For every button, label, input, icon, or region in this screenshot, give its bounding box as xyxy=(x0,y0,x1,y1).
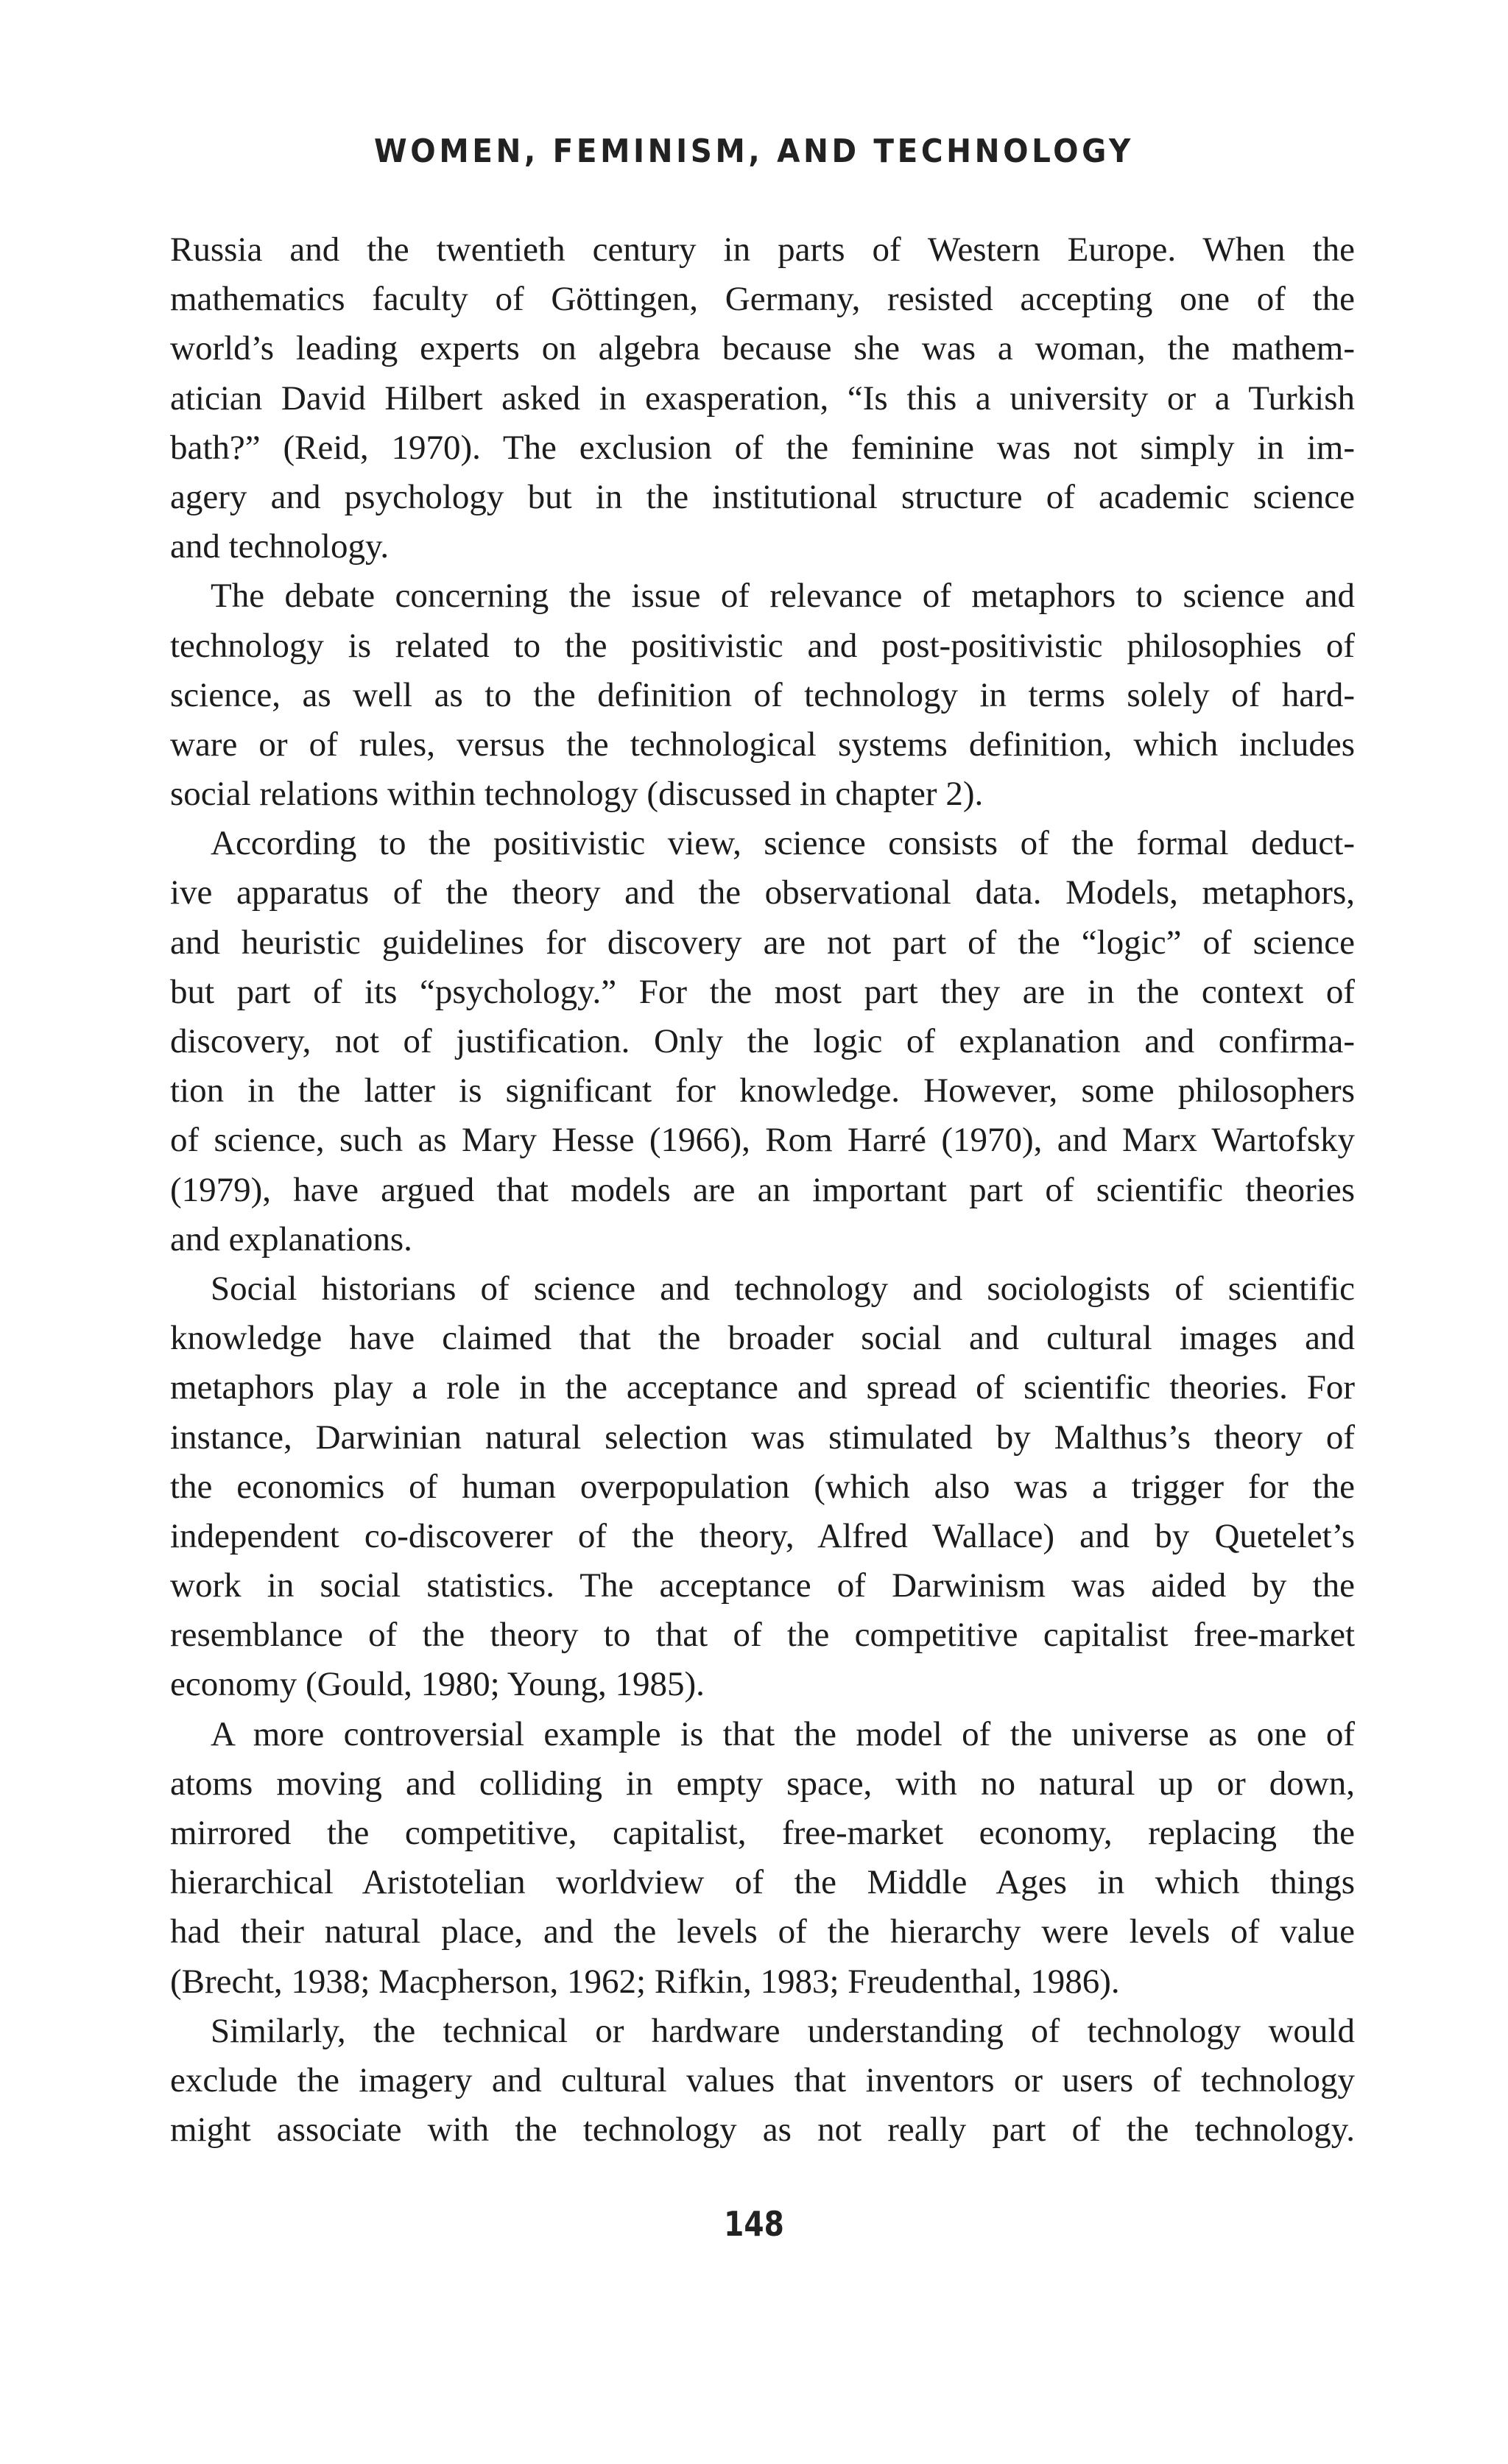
text-line: (1979), have argued that models are an important part of scientific theories xyxy=(170,1170,1355,1209)
text-line: of science, such as Mary Hesse (1966), Rom Harré (1970), and Marx Wartofsky xyxy=(170,1121,1355,1160)
text-line: Russia and the twentieth century in parts of Western Europe. When the xyxy=(170,230,1355,269)
paragraph xyxy=(170,571,1355,819)
text-line: atician David Hilbert asked in exasperation, “Is this a university or a Turkish xyxy=(170,379,1355,418)
paragraph xyxy=(170,2007,1355,2155)
paragraph xyxy=(170,1710,1355,2007)
text-line: knowledge have claimed that the broader social and cultural images and xyxy=(170,1319,1355,1358)
text-line: atoms moving and colliding in empty space, with no natural up or down, xyxy=(170,1764,1355,1803)
text-line: mirrored the competitive, capitalist, free-market economy, replacing the xyxy=(170,1814,1355,1852)
text-line: and explanations. xyxy=(170,1219,412,1259)
text-line: resemblance of the theory to that of the competitive capitalist free-market xyxy=(170,1616,1355,1655)
paragraph xyxy=(170,225,1355,571)
page-number: 148 xyxy=(724,2204,784,2244)
text-line: world’s leading experts on algebra because she was a woman, the mathem- xyxy=(170,329,1355,368)
text-line: agery and psychology but in the institutional structure of academic science xyxy=(170,477,1355,516)
text-line: and heuristic guidelines for discovery are not part of the “logic” of science xyxy=(170,923,1355,962)
text-line: Social historians of science and technology and sociologists of scientific xyxy=(211,1269,1355,1308)
text-line: had their natural place, and the levels of the hierarchy were levels of value xyxy=(170,1912,1355,1951)
text-line: ive apparatus of the theory and the observational data. Models, metaphors, xyxy=(170,873,1355,912)
text-line: exclude the imagery and cultural values that inventors or users of technology xyxy=(170,2060,1355,2099)
running-head: WOMEN, FEMINISM, AND TECHNOLOGY xyxy=(374,133,1134,170)
text-line: but part of its “psychology.” For the most part they are in the context of xyxy=(170,972,1355,1011)
text-line: bath?” (Reid, 1970). The exclusion of the feminine was not simply in im- xyxy=(170,428,1355,467)
body-text xyxy=(170,225,1355,2155)
paragraph xyxy=(170,1264,1355,1710)
text-line: the economics of human overpopulation (which also was a trigger for the xyxy=(170,1467,1355,1506)
text-line: A more controversial example is that the model of the universe as one of xyxy=(211,1714,1355,1753)
text-line: discovery, not of justification. Only the logic of explanation and confirma- xyxy=(170,1022,1355,1060)
text-line: independent co-discoverer of the theory, Alfred Wallace) and by Quetelet’s xyxy=(170,1516,1355,1555)
text-line: instance, Darwinian natural selection was stimulated by Malthus’s theory of xyxy=(170,1418,1355,1457)
text-line: tion in the latter is significant for knowledge. However, some philosophers xyxy=(170,1071,1355,1110)
text-line: social relations within technology (discussed in chapter 2). xyxy=(170,775,984,814)
text-line: and technology. xyxy=(170,527,390,566)
text-line: technology is related to the positivistic and post-positivistic philosophies of xyxy=(170,626,1355,665)
text-line: might associate with the technology as not really part of the technology. xyxy=(170,2111,1355,2150)
text-line: According to the positivistic view, science consists of the formal deduct- xyxy=(211,824,1355,863)
text-line: hierarchical Aristotelian worldview of the Middle Ages in which things xyxy=(170,1863,1355,1902)
text-line: economy (Gould, 1980; Young, 1985). xyxy=(170,1665,705,1704)
paragraph xyxy=(170,819,1355,1264)
text-line: Similarly, the technical or hardware understanding of technology would xyxy=(211,2011,1355,2050)
text-line: science, as well as to the definition of technology in terms solely of hard- xyxy=(170,675,1355,714)
text-line: The debate concerning the issue of relevance of metaphors to science and xyxy=(211,577,1355,616)
text-line: work in social statistics. The acceptance of Darwinism was aided by the xyxy=(170,1566,1355,1605)
text-line: ware or of rules, versus the technological systems definition, which includes xyxy=(170,725,1355,764)
text-line: metaphors play a role in the acceptance and spread of scientific theories. For xyxy=(170,1368,1355,1407)
text-line: mathematics faculty of Göttingen, Germany, resisted accepting one of the xyxy=(170,280,1355,319)
text-line: (Brecht, 1938; Macpherson, 1962; Rifkin, 1983; Freudenthal, 1986). xyxy=(170,1962,1120,2001)
